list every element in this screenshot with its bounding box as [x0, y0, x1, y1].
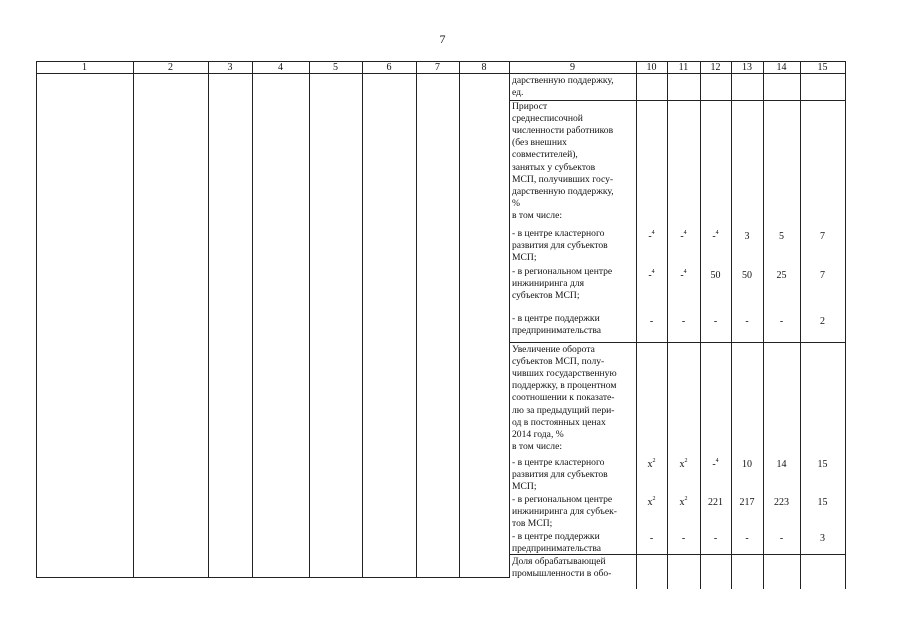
- value-cell: [808, 270, 838, 281]
- column-divider: [800, 61, 801, 589]
- value-text: 50: [710, 270, 721, 281]
- column-divider: [763, 61, 764, 589]
- column-header: 12: [710, 62, 721, 73]
- value-text: -: [648, 231, 652, 242]
- value-cell: [669, 316, 699, 327]
- column-header: 4: [278, 62, 283, 73]
- indicator-text-line: субъектов МСП;: [512, 290, 580, 302]
- footnote-marker: 4: [683, 269, 687, 275]
- column-header: 14: [776, 62, 787, 73]
- column-divider: [208, 61, 209, 578]
- row-rule: [509, 100, 846, 101]
- indicator-text-line: Доля обрабатывающей: [512, 556, 606, 567]
- value-text: 25: [776, 270, 787, 281]
- column-header: 6: [386, 62, 392, 73]
- value-text: -: [681, 316, 686, 327]
- footnote-marker: 2: [652, 458, 656, 464]
- indicator-text-line: 2014 года, %: [512, 428, 564, 440]
- footnote-marker: 2: [684, 458, 688, 464]
- indicator-text-line: МСП;: [512, 481, 537, 493]
- value-text: -: [712, 459, 716, 470]
- indicator-text-line: од в постоянных ценах: [512, 416, 606, 428]
- value-cell: [732, 270, 762, 281]
- indicator-text-line: - в центре поддержки: [512, 531, 600, 542]
- indicator-text-line: предпринимательства: [512, 325, 602, 337]
- indicator-text-line: поддержку, в процентном: [512, 380, 617, 392]
- value-cell: [732, 459, 762, 470]
- column-divider: [509, 61, 510, 578]
- value-text: 10: [742, 459, 752, 470]
- value-text: x: [647, 459, 653, 470]
- column-header: 9: [570, 62, 575, 73]
- indicator-text-line: совместителей),: [512, 149, 578, 161]
- value-cell: [669, 231, 699, 242]
- indicator-text-line: - в центре поддержки: [512, 313, 600, 324]
- value-text: -: [712, 231, 716, 242]
- indicator-text-line: развития для субъектов: [512, 469, 608, 481]
- indicator-text-line: инжиниринга для субъек-: [512, 506, 617, 518]
- column-header: 1: [82, 62, 87, 73]
- value-cell: [701, 533, 731, 544]
- indicator-text-line: среднесписочной: [512, 113, 583, 125]
- indicator-text-line: Прирост: [512, 101, 548, 112]
- indicator-text-line: промышленности в обо-: [512, 568, 612, 580]
- value-text: 50: [742, 270, 752, 281]
- indicator-text-line: %: [512, 197, 520, 209]
- column-header: 15: [817, 62, 828, 73]
- value-cell: [701, 497, 731, 508]
- value-cell: [637, 231, 667, 242]
- footnote-marker: 2: [652, 496, 656, 502]
- column-divider: [362, 61, 363, 578]
- value-text: -: [648, 270, 652, 281]
- value-text: -: [713, 316, 718, 327]
- value-cell: [732, 533, 762, 544]
- value-cell: [669, 497, 699, 508]
- column-header: 8: [481, 62, 487, 73]
- value-cell: [701, 231, 731, 242]
- value-text: x: [679, 459, 685, 470]
- value-cell: [701, 459, 731, 470]
- column-header: 3: [227, 62, 233, 73]
- value-text: 14: [776, 459, 787, 470]
- value-cell: [767, 459, 797, 470]
- column-header: 11: [678, 62, 689, 73]
- indicator-text-line: в том числе:: [512, 440, 563, 452]
- value-text: 15: [817, 497, 828, 508]
- value-cell: [767, 533, 797, 544]
- indicator-text-line: численности работников: [512, 125, 614, 137]
- value-cell: [637, 270, 667, 281]
- value-text: x: [679, 497, 685, 508]
- left-block-bottom-rule: [36, 577, 509, 578]
- value-cell: [767, 270, 797, 281]
- value-cell: [701, 270, 731, 281]
- value-cell: [669, 459, 699, 470]
- value-text: 221: [708, 497, 723, 508]
- value-cell: [767, 231, 797, 242]
- footnote-marker: 2: [684, 496, 688, 502]
- value-cell: [808, 533, 838, 544]
- value-cell: [637, 316, 667, 327]
- column-divider: [133, 61, 134, 578]
- value-cell: [637, 533, 667, 544]
- value-text: -: [680, 231, 684, 242]
- value-cell: [669, 533, 699, 544]
- footnote-marker: 4: [715, 230, 719, 236]
- value-cell: [808, 497, 838, 508]
- value-text: 7: [820, 270, 825, 281]
- indicator-text-line: - в региональном центре: [512, 494, 613, 505]
- value-text: -: [745, 316, 749, 327]
- column-header: 7: [435, 62, 440, 73]
- header-bottom-rule: [36, 73, 846, 74]
- value-text: -: [713, 533, 718, 544]
- indicator-text-line: Увеличение оборота: [512, 344, 595, 355]
- column-divider: [36, 61, 37, 578]
- column-header: 2: [168, 62, 173, 73]
- indicator-text-line: - в центре кластерного: [512, 228, 605, 239]
- value-text: 3: [820, 533, 825, 544]
- value-text: -: [680, 270, 684, 281]
- footnote-marker: 4: [651, 269, 655, 275]
- column-divider: [845, 61, 846, 589]
- value-cell: [732, 497, 762, 508]
- value-cell: [637, 497, 667, 508]
- indicator-text-line: - в региональном центре: [512, 266, 613, 277]
- value-cell: [808, 459, 838, 470]
- indicator-text-line: МСП, получивших госу-: [512, 173, 614, 185]
- indicator-text-line: чивших государственную: [512, 368, 617, 380]
- value-text: 2: [820, 316, 825, 327]
- indicator-text-line: дарственную поддержку,: [512, 185, 614, 197]
- value-cell: [732, 316, 762, 327]
- indicator-text-line: инжиниринга для: [512, 278, 585, 290]
- column-header: 13: [742, 62, 752, 73]
- value-text: 217: [739, 497, 755, 508]
- indicator-text-line: дарственную поддержку,: [512, 75, 614, 86]
- footnote-marker: 4: [715, 458, 719, 464]
- indicator-text-line: субъектов МСП, полу-: [512, 356, 605, 368]
- value-cell: [732, 231, 762, 242]
- column-header: 5: [333, 62, 338, 73]
- value-text: 7: [820, 231, 825, 242]
- value-cell: [808, 316, 838, 327]
- column-divider: [252, 61, 253, 578]
- value-cell: [767, 497, 797, 508]
- indicator-text-line: занятых у субъектов: [512, 161, 596, 173]
- column-header: 10: [646, 62, 657, 73]
- value-text: 3: [744, 231, 750, 242]
- indicator-text-line: ед.: [512, 87, 524, 99]
- indicator-text-line: МСП;: [512, 252, 537, 264]
- value-cell: [701, 316, 731, 327]
- value-text: -: [649, 316, 654, 327]
- indicator-text-line: (без внешних: [512, 137, 567, 149]
- value-cell: [767, 316, 797, 327]
- indicator-text-line: соотношении к показате-: [512, 392, 615, 404]
- value-text: -: [779, 533, 784, 544]
- footnote-marker: 4: [683, 230, 687, 236]
- indicator-text-line: лю за предыдущий пери-: [512, 404, 615, 416]
- indicator-text-line: - в центре кластерного: [512, 457, 605, 468]
- footnote-marker: 4: [651, 230, 655, 236]
- value-cell: [669, 270, 699, 281]
- column-divider: [459, 61, 460, 578]
- value-cell: [808, 231, 838, 242]
- indicator-text-line: предпринимательства: [512, 543, 602, 555]
- value-text: -: [649, 533, 654, 544]
- value-text: 5: [779, 231, 784, 242]
- indicator-text-line: в том числе:: [512, 209, 563, 221]
- value-text: x: [647, 497, 653, 508]
- indicator-text-line: тов МСП;: [512, 518, 553, 530]
- indicator-text-line: развития для субъектов: [512, 240, 608, 252]
- value-cell: [637, 459, 667, 470]
- value-text: 15: [817, 459, 828, 470]
- value-text: -: [681, 533, 686, 544]
- value-text: -: [779, 316, 784, 327]
- column-divider: [416, 61, 417, 578]
- page-number: 7: [439, 32, 446, 46]
- value-text: -: [745, 533, 749, 544]
- row-rule: [509, 342, 846, 343]
- value-text: 223: [774, 497, 789, 508]
- column-divider: [309, 61, 310, 578]
